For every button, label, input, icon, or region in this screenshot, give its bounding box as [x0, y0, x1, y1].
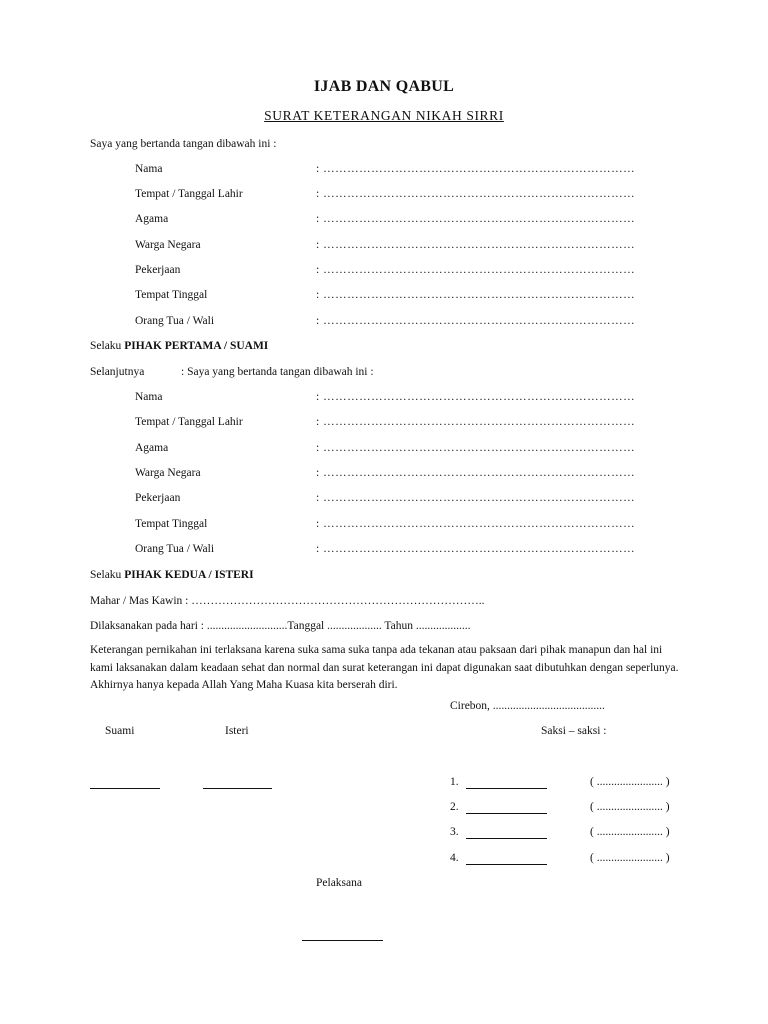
p2-field-wali: Orang Tua / Wali	[135, 543, 215, 555]
p1-field-warga: Warga Negara	[135, 239, 201, 251]
p2-dotted-tinggal: : ……………………………………………………………………	[316, 518, 636, 530]
witness-4-signature-line	[466, 864, 547, 865]
document-title: IJAB DAN QABUL	[313, 78, 455, 95]
witness-number-2: 2.	[450, 801, 459, 813]
label-suami: Suami	[105, 725, 135, 737]
p1-dotted-wali: : ……………………………………………………………………	[316, 315, 636, 327]
p2-dotted-wali: : ……………………………………………………………………	[316, 543, 636, 555]
witness-2-signature-line	[466, 813, 547, 814]
dilaksanakan-line: Dilaksanakan pada hari : ............................Tanggal ................... Tahun ...................	[90, 620, 471, 632]
p1-dotted-nama: : ……………………………………………………………………	[316, 163, 636, 175]
statement-paragraph: Keterangan pernikahan ini terlaksana karena suka sama suka tanpa ada tekanan atau paksaan dari pihak manapun dan hal ini kami laksanakan dalam keadaan sehat dan normal dan surat keterangan ini dapat digunakan saat dibutuhkan dengan seperlunya. Akhirnya hanya kepada Allah Yang Maha Kuasa kita berserah diri.	[90, 644, 679, 691]
p2-dotted-agama: : ……………………………………………………………………	[316, 442, 636, 454]
continue-text: : Saya yang bertanda tangan dibawah ini :	[181, 366, 374, 378]
party2-role	[90, 569, 254, 581]
label-isteri: Isteri	[225, 725, 249, 737]
p2-field-warga: Warga Negara	[135, 467, 201, 479]
p2-dotted-nama: : ……………………………………………………………………	[316, 391, 636, 403]
p2-field-agama: Agama	[135, 442, 169, 454]
continue-label: Selanjutnya	[90, 366, 145, 378]
party1-role-prefix: Selaku	[90, 340, 125, 352]
p2-dotted-warga: : ……………………………………………………………………	[316, 467, 636, 479]
isteri-signature-line	[203, 788, 272, 789]
p2-field-pekerjaan: Pekerjaan	[135, 492, 181, 504]
suami-signature-line	[90, 788, 160, 789]
label-saksi: Saksi – saksi :	[541, 725, 607, 737]
intro-text: Saya yang bertanda tangan dibawah ini :	[90, 138, 277, 150]
p1-field-agama: Agama	[135, 213, 169, 225]
p1-field-tinggal: Tempat Tinggal	[135, 289, 208, 301]
party1-role-bold: PIHAK PERTAMA / SUAMI	[124, 340, 269, 352]
witness-1-name: ( ....................... )	[590, 776, 670, 788]
witness-3-signature-line	[466, 838, 547, 839]
p2-field-tinggal: Tempat Tinggal	[135, 518, 208, 530]
document-subtitle	[0, 108, 768, 124]
p2-dotted-pekerjaan: : ……………………………………………………………………	[316, 492, 636, 504]
p1-field-nama: Nama	[135, 163, 163, 175]
p1-field-wali: Orang Tua / Wali	[135, 315, 215, 327]
witness-3-name: ( ....................... )	[590, 826, 670, 838]
p2-field-ttl: Tempat / Tanggal Lahir	[135, 416, 243, 428]
place-date: Cirebon, .......................................	[450, 700, 605, 712]
subtitle-text: SURAT KETERANGAN NIKAH SIRRI	[264, 108, 504, 123]
p2-dotted-ttl: : ……………………………………………………………………	[316, 416, 636, 428]
witness-2-name: ( ....................... )	[590, 801, 670, 813]
party1-role	[90, 340, 268, 352]
p1-dotted-warga: : ……………………………………………………………………	[316, 239, 636, 251]
pelaksana-signature-line	[302, 940, 383, 941]
witness-number-4: 4.	[450, 852, 459, 864]
p1-dotted-agama: : ……………………………………………………………………	[316, 213, 636, 225]
witness-number-1: 1.	[450, 776, 459, 788]
label-pelaksana: Pelaksana	[316, 877, 362, 889]
p1-dotted-tinggal: : ……………………………………………………………………	[316, 289, 636, 301]
mahar-line: Mahar / Mas Kawin : …………………………………………………………………..	[90, 595, 485, 607]
witness-number-3: 3.	[450, 826, 459, 838]
p1-dotted-pekerjaan: : ……………………………………………………………………	[316, 264, 636, 276]
party2-role-bold: PIHAK KEDUA / ISTERI	[124, 569, 254, 581]
witness-1-signature-line	[466, 788, 547, 789]
party2-role-prefix: Selaku	[90, 569, 125, 581]
p1-field-pekerjaan: Pekerjaan	[135, 264, 181, 276]
witness-4-name: ( ....................... )	[590, 852, 670, 864]
p1-field-ttl: Tempat / Tanggal Lahir	[135, 188, 243, 200]
p1-dotted-ttl: : ……………………………………………………………………	[316, 188, 636, 200]
p2-field-nama: Nama	[135, 391, 163, 403]
